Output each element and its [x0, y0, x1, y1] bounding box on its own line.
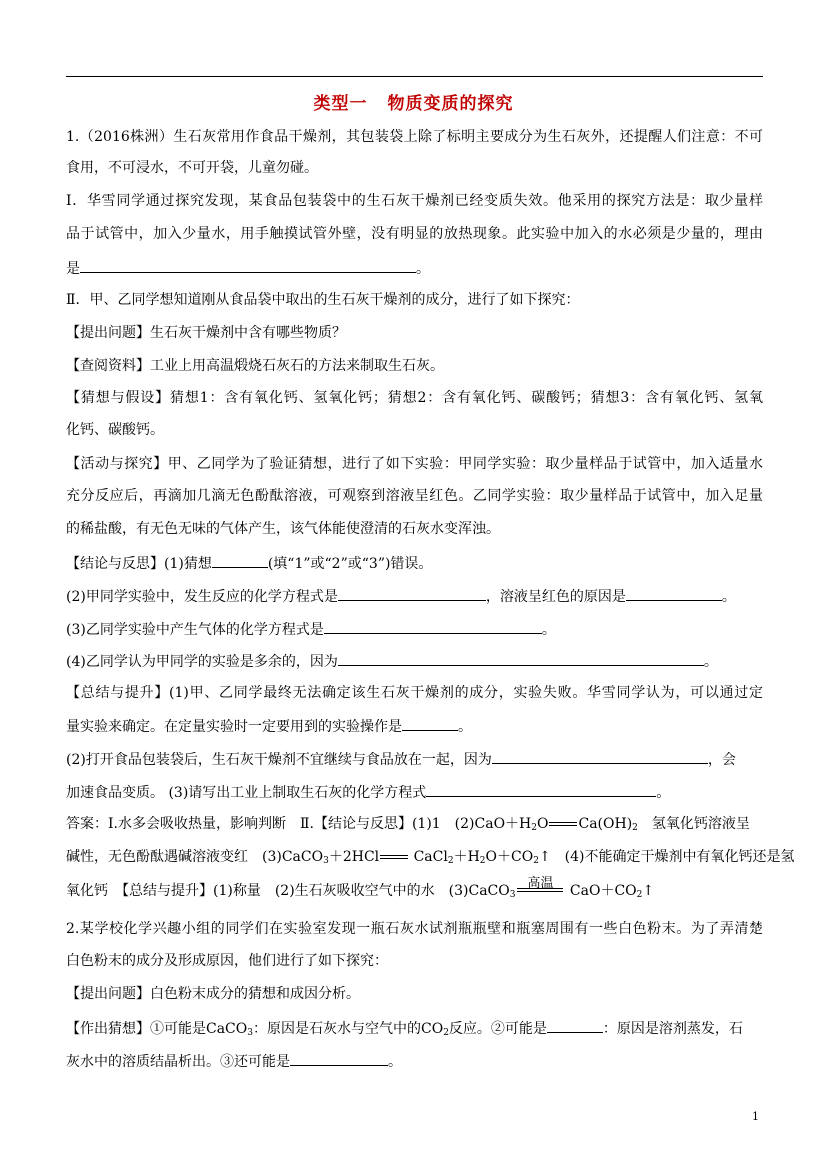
text: CaCl: [409, 849, 448, 865]
text: 答案：Ⅰ.水多会吸收热量，影响判断 Ⅱ.【结论与反思】(1)1 (2)CaO＋H: [66, 816, 532, 832]
answer-line-2: [66, 848, 795, 866]
text: 。: [458, 719, 472, 735]
text: ，会: [707, 752, 736, 768]
section-title: [0, 89, 827, 114]
q1-line-20: [66, 749, 763, 769]
text: 量实验来确定。在定量实验时一定要用到的实验操作是: [66, 719, 402, 735]
subscript: 2: [443, 1028, 449, 1038]
text: (4)乙同学认为甲同学的实验是多余的，因为: [66, 654, 338, 670]
text: 加速食品变质。 (3)请写出工业上制取生石灰的化学方程式: [66, 785, 427, 801]
q1-line-18: 【总结与提升】(1)甲、乙同学最终无法确定该生石灰干燥剂的成分，实验失败。华雪同学认为，可以通过定: [66, 685, 763, 701]
text: (2)打开食品包装袋后，生石灰干燥剂不宜继续与食品放在一起，因为: [66, 752, 492, 768]
header-rule: [66, 76, 763, 77]
answer-blank[interactable]: [338, 586, 486, 601]
q1-line-13: 的稀盐酸，有无色无味的气体产生，该气体能使澄清的石灰水变浑浊。: [66, 521, 500, 537]
text: 氢氧化钙溶液呈: [637, 816, 750, 832]
text: 反应。②可能是: [448, 1021, 547, 1037]
q1-line-9: 【猜想与假设】猜想1：含有氧化钙、氢氧化钙；猜想2：含有氧化钙、碳酸钙；猜想3：含有氧化钙、氢氧: [66, 390, 763, 406]
q2-line-3: 【提出问题】白色粉末成分的猜想和成因分析。: [66, 986, 360, 1002]
text: (2)甲同学实验中，发生反应的化学方程式是: [66, 589, 338, 605]
answer-blank[interactable]: [426, 782, 656, 797]
text: O: [537, 816, 549, 832]
q1-line-8: 【查阅资料】工业上用高温煅烧石灰石的方法来制取生石灰。: [66, 358, 444, 374]
q1-line-1: 1.（2016株洲）生石灰常用作食品干燥剂，其包装袋上除了标明主要成分为生石灰外，还提醒人们注意：不可: [66, 129, 763, 145]
text: ↑ (4)不能确定干燥剂中有氧化钙还是氢: [538, 849, 795, 865]
subscript: 2: [531, 823, 537, 833]
text: 灰水中的溶质结晶析出。③还可能是: [66, 1054, 290, 1070]
q1-line-14: [66, 553, 763, 573]
text: (3)乙同学实验中产生气体的化学方程式是: [66, 622, 324, 638]
answer-blank[interactable]: [212, 553, 268, 568]
q1-line-6: Ⅱ．甲、乙同学想知道刚从食品袋中取出的生石灰干燥剂的成分，进行了如下探究：: [66, 292, 580, 308]
q2-line-1: 2.某学校化学兴趣小组的同学们在实验室发现一瓶石灰水试剂瓶瓶壁和瓶塞周围有一些白色粉末。为了弄清楚: [66, 921, 763, 937]
subscript: 3: [509, 890, 516, 900]
q1-line-2: 食用，不可浸水，不可开袋，儿童勿碰。: [66, 160, 318, 176]
q1-line-16: [66, 619, 763, 639]
title-topic: 物质变质的探究: [387, 94, 514, 114]
text: 是: [66, 261, 80, 277]
text: ：原因是石灰水与空气中的CO: [252, 1021, 444, 1037]
page-number: 1: [752, 1110, 759, 1123]
answer-line-1: [66, 815, 763, 833]
text: 。: [703, 654, 718, 670]
q2-line-4: [66, 1018, 763, 1038]
q1-line-3: Ⅰ．华雪同学通过探究发现，某食品包装袋中的生石灰干燥剂已经变质失效。他采用的探究方法是：取少量样: [66, 193, 763, 209]
text: ＋2HCl: [328, 849, 380, 865]
title-type: 类型一: [313, 94, 368, 114]
text: ：原因是溶剂蒸发，石: [602, 1021, 743, 1037]
subscript: 2: [636, 890, 643, 900]
text: 氧化钙 【总结与提升】(1)称量 (2)生石灰吸收空气中的水 (3)CaCO: [66, 883, 510, 899]
text: ，溶液呈红色的原因是: [485, 589, 626, 605]
q1-line-5: [66, 258, 763, 278]
answer-blank[interactable]: [80, 258, 416, 273]
answer-blank[interactable]: [626, 586, 722, 601]
q1-line-4: 品于试管中，加入少量水，用手触摸试管外壁，没有明显的放热现象。此实验中加入的水必须是少量的，理由: [66, 226, 763, 242]
answer-blank[interactable]: [547, 1018, 603, 1033]
text: 【作出猜想】①可能是CaCO: [66, 1021, 248, 1037]
text: CaO＋CO: [565, 883, 637, 899]
text: 。: [388, 1054, 402, 1070]
q1-line-15: [66, 586, 763, 606]
q2-line-2: 白色粉末的成分及形成原因，他们进行了如下探究：: [66, 953, 388, 969]
q1-line-19: [66, 716, 763, 736]
subscript: 2: [533, 856, 539, 866]
text: 碱性，无色酚酞遇碱溶液变红 (3)CaCO: [66, 849, 324, 865]
condition-label: 高温: [527, 876, 554, 891]
equals-sign: [380, 855, 408, 859]
answer-blank[interactable]: [290, 1051, 388, 1066]
text: 。: [416, 261, 430, 277]
q1-line-7: 【提出问题】生石灰干燥剂中含有哪些物质？: [66, 325, 346, 341]
answer-blank[interactable]: [338, 651, 704, 666]
subscript: 3: [247, 1028, 253, 1038]
answer-blank[interactable]: [324, 619, 542, 634]
q1-line-10: 化钙、碳酸钙。: [66, 422, 164, 438]
text: ↑: [642, 883, 655, 899]
text: 【结论与反思】(1)猜想: [66, 556, 212, 572]
q1-line-11: 【活动与探究】甲、乙同学为了验证猜想，进行了如下实验：甲同学实验：取少量样品于试管中，加入适量水: [66, 456, 763, 472]
text: Ca(OH): [578, 816, 633, 832]
text: O＋CO: [485, 849, 534, 865]
q1-line-17: [66, 651, 763, 671]
text: 。: [656, 785, 671, 801]
equals-sign: [549, 822, 577, 826]
subscript: 2: [447, 856, 454, 866]
q1-line-12: 充分反应后，再滴加几滴无色酚酞溶液，可观察到溶液呈红色。乙同学实验：取少量样品于试管中，加入足量: [66, 488, 763, 504]
answer-line-3: [66, 876, 763, 900]
answer-blank[interactable]: [492, 749, 708, 764]
reaction-condition: [515, 876, 565, 895]
q1-line-21: [66, 782, 763, 802]
equals-sign: [517, 888, 563, 892]
subscript: 2: [632, 823, 638, 833]
subscript: 3: [323, 856, 329, 866]
text: ＋H: [453, 849, 480, 865]
text: (填“1”或“2”或“3”)错误。: [267, 556, 433, 572]
subscript: 2: [479, 856, 486, 866]
text: 。: [721, 589, 736, 605]
answer-blank[interactable]: [402, 716, 458, 731]
text: 。: [541, 622, 556, 638]
q2-line-5: [66, 1051, 763, 1071]
